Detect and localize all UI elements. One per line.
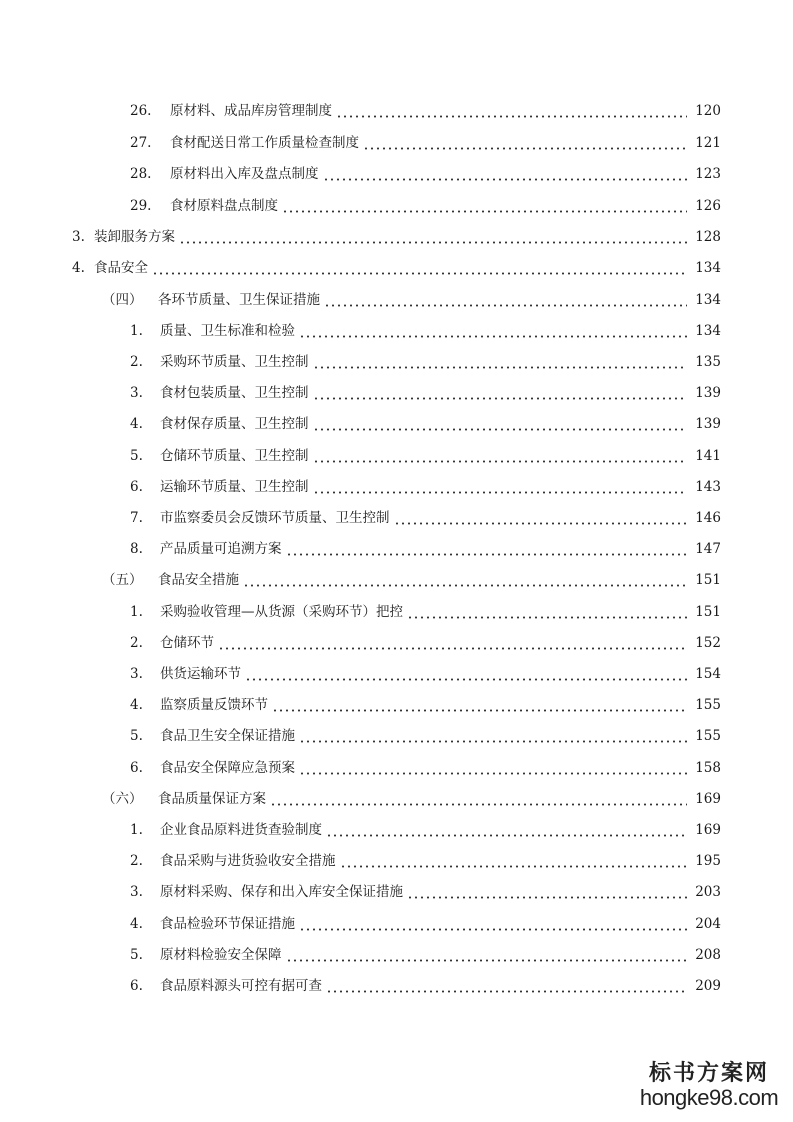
dot-leader	[179, 226, 687, 248]
toc-entry-number: （六）	[102, 791, 143, 807]
toc-entry-title: 原材料采购、保存和出入库安全保证措施	[160, 884, 403, 900]
toc-entry-title: 食品原料源头可控有据可查	[160, 978, 322, 994]
dot-leader	[394, 507, 688, 529]
toc-entry-title: 供货运输环节	[160, 666, 241, 682]
toc-entry-number: 8.	[130, 541, 143, 557]
dot-leader	[299, 913, 687, 935]
toc-entry-title: 食品质量保证方案	[158, 791, 266, 807]
toc-entry-title: 食品安全	[94, 260, 148, 276]
toc-entry-page: 139	[695, 385, 721, 401]
toc-entry[interactable]	[130, 351, 721, 373]
watermark-url: hongke98.com	[639, 1085, 779, 1110]
toc-entry-page: 203	[695, 884, 721, 900]
dot-leader	[326, 819, 687, 841]
toc-entry-number: 1.	[130, 822, 143, 838]
dot-leader	[336, 100, 687, 122]
toc-entry-number: 6.	[130, 760, 143, 776]
dot-leader	[313, 476, 688, 498]
toc-entry[interactable]	[130, 819, 721, 841]
toc-entry-number: 2.	[130, 853, 143, 869]
toc-entry-number: 5.	[130, 728, 143, 744]
toc-entry-page: 123	[695, 166, 721, 182]
toc-entry[interactable]	[130, 413, 721, 435]
toc-entry-title: 市监察委员会反馈环节质量、卫生控制	[160, 510, 390, 526]
dot-leader	[407, 601, 687, 623]
toc-entry-page: 141	[695, 448, 721, 464]
toc-entry-page: 155	[695, 728, 721, 744]
toc-entry[interactable]	[130, 632, 721, 654]
toc-entry[interactable]	[130, 850, 721, 872]
toc-entry-title: 监察质量反馈环节	[160, 697, 268, 713]
toc-entry[interactable]	[102, 569, 721, 591]
toc-entry[interactable]	[130, 913, 721, 935]
dot-leader	[286, 538, 688, 560]
dot-leader	[313, 413, 688, 435]
toc-entry-page: 121	[695, 135, 721, 151]
toc-entry-number: 1.	[130, 604, 143, 620]
toc-entry[interactable]	[130, 601, 721, 623]
toc-entry-title: 采购验收管理—从货源（采购环节）把控	[160, 604, 403, 620]
toc-entry-number: 2.	[130, 635, 143, 651]
dot-leader	[313, 351, 688, 373]
dot-leader	[407, 881, 687, 903]
toc-entry-page: 134	[695, 260, 721, 276]
toc-entry[interactable]	[130, 757, 721, 779]
toc-entry-number: 6.	[130, 978, 143, 994]
toc-entry-number: 4.	[130, 416, 143, 432]
dot-leader	[218, 632, 687, 654]
toc-entry-title: 原材料、成品库房管理制度	[170, 103, 332, 119]
toc-entry-number: 1.	[130, 323, 143, 339]
toc-entry-title: 质量、卫生标准和检验	[160, 323, 295, 339]
dot-leader	[243, 569, 687, 591]
dot-leader	[286, 944, 688, 966]
toc-entry[interactable]	[130, 100, 721, 122]
toc-entry[interactable]	[130, 320, 721, 342]
site-watermark	[639, 1060, 779, 1110]
toc-entry-page: 120	[695, 103, 721, 119]
toc-entry-number: 5.	[130, 448, 143, 464]
toc-entry-title: 产品质量可追溯方案	[160, 541, 282, 557]
toc-entry-number: 2.	[130, 354, 143, 370]
toc-entry-title: 采购环节质量、卫生控制	[160, 354, 309, 370]
toc-entry[interactable]	[130, 132, 721, 154]
toc-entry[interactable]	[130, 944, 721, 966]
dot-leader	[313, 382, 688, 404]
dot-leader	[270, 788, 687, 810]
toc-entry-page: 169	[695, 791, 721, 807]
toc-entry-number: 4.	[130, 916, 143, 932]
toc-entry-page: 152	[695, 635, 721, 651]
toc-entry-title: 运输环节质量、卫生控制	[160, 479, 309, 495]
toc-entry-title: 食品检验环节保证措施	[160, 916, 295, 932]
dot-leader	[363, 132, 687, 154]
toc-entry-number: （四）	[102, 292, 143, 308]
toc-entry-title: 各环节质量、卫生保证措施	[158, 292, 320, 308]
toc-entry[interactable]	[130, 445, 721, 467]
toc-entry-page: 147	[695, 541, 721, 557]
dot-leader	[340, 850, 688, 872]
toc-entry[interactable]	[130, 538, 721, 560]
toc-entry-number: 5.	[130, 947, 143, 963]
toc-entry-page: 154	[695, 666, 721, 682]
toc-entry-number: 6.	[130, 479, 143, 495]
toc-entry-number: 7.	[130, 510, 143, 526]
dot-leader	[299, 757, 687, 779]
toc-entry-title: 食品采购与进货验收安全措施	[160, 853, 336, 869]
toc-entry-page: 143	[695, 479, 721, 495]
toc-entry-page: 139	[695, 416, 721, 432]
toc-entry[interactable]	[130, 694, 721, 716]
toc-entry[interactable]	[130, 195, 721, 217]
dot-leader	[299, 725, 687, 747]
toc-entry-page: 146	[695, 510, 721, 526]
toc-entry-title: 企业食品原料进货查验制度	[160, 822, 322, 838]
toc-entry-title: 食品安全措施	[158, 572, 239, 588]
dot-leader	[313, 445, 688, 467]
toc-entry-number: 3.	[72, 229, 85, 245]
toc-entry-number: 3.	[130, 666, 143, 682]
toc-entry-page: 158	[695, 760, 721, 776]
toc-entry[interactable]	[102, 788, 721, 810]
toc-entry-title: 仓储环节质量、卫生控制	[160, 448, 309, 464]
toc-entry[interactable]	[72, 226, 721, 248]
toc-entry-title: 仓储环节	[160, 635, 214, 651]
toc-entry-title: 原材料检验安全保障	[160, 947, 282, 963]
toc-entry-title: 食材配送日常工作质量检查制度	[170, 135, 359, 151]
toc-entry-page: 134	[695, 323, 721, 339]
toc-entry[interactable]	[130, 476, 721, 498]
toc-entry-number: 27.	[130, 135, 152, 151]
toc-entry-number: （五）	[102, 572, 143, 588]
toc-entry-title: 原材料出入库及盘点制度	[170, 166, 319, 182]
dot-leader	[324, 289, 687, 311]
dot-leader	[326, 975, 687, 997]
toc-entry[interactable]	[130, 663, 721, 685]
toc-entry-page: 195	[695, 853, 721, 869]
dot-leader	[272, 694, 687, 716]
toc-entry[interactable]	[102, 289, 721, 311]
toc-entry-number: 26.	[130, 103, 152, 119]
dot-leader	[245, 663, 687, 685]
dot-leader	[323, 163, 688, 185]
watermark-name: 标书方案网	[648, 1060, 769, 1086]
toc-entry-title: 食材原料盘点制度	[170, 198, 278, 214]
dot-leader	[152, 257, 687, 279]
toc-entry[interactable]	[130, 507, 721, 529]
toc-entry-number: 28.	[130, 166, 152, 182]
toc-entry-page: 126	[695, 198, 721, 214]
toc-entry-title: 食品安全保障应急预案	[160, 760, 295, 776]
toc-entry[interactable]	[130, 163, 721, 185]
toc-entry-page: 209	[695, 978, 721, 994]
toc-entry-number: 4.	[72, 260, 85, 276]
toc-entry[interactable]	[130, 725, 721, 747]
toc-entry-number: 4.	[130, 697, 143, 713]
toc-entry-title: 装卸服务方案	[94, 229, 175, 245]
toc-entry-number: 3.	[130, 884, 143, 900]
toc-entry-page: 134	[695, 292, 721, 308]
toc-entry[interactable]	[130, 975, 721, 997]
toc-entry-page: 151	[695, 604, 721, 620]
toc-entry-title: 食品卫生安全保证措施	[160, 728, 295, 744]
toc-entry[interactable]	[72, 257, 721, 279]
toc-entry-page: 128	[695, 229, 721, 245]
toc-entry-page: 155	[695, 697, 721, 713]
dot-leader	[299, 320, 687, 342]
toc-entry-title: 食材包装质量、卫生控制	[160, 385, 309, 401]
toc-entry-number: 3.	[130, 385, 143, 401]
toc-entry-title: 食材保存质量、卫生控制	[160, 416, 309, 432]
toc-entry-page: 135	[695, 354, 721, 370]
toc-entry-number: 29.	[130, 198, 152, 214]
dot-leader	[282, 195, 687, 217]
toc-entry[interactable]	[130, 382, 721, 404]
toc-entry[interactable]	[130, 881, 721, 903]
toc-entry-page: 208	[695, 947, 721, 963]
toc-entry-page: 169	[695, 822, 721, 838]
toc-entry-page: 204	[695, 916, 721, 932]
toc-entry-page: 151	[695, 572, 721, 588]
